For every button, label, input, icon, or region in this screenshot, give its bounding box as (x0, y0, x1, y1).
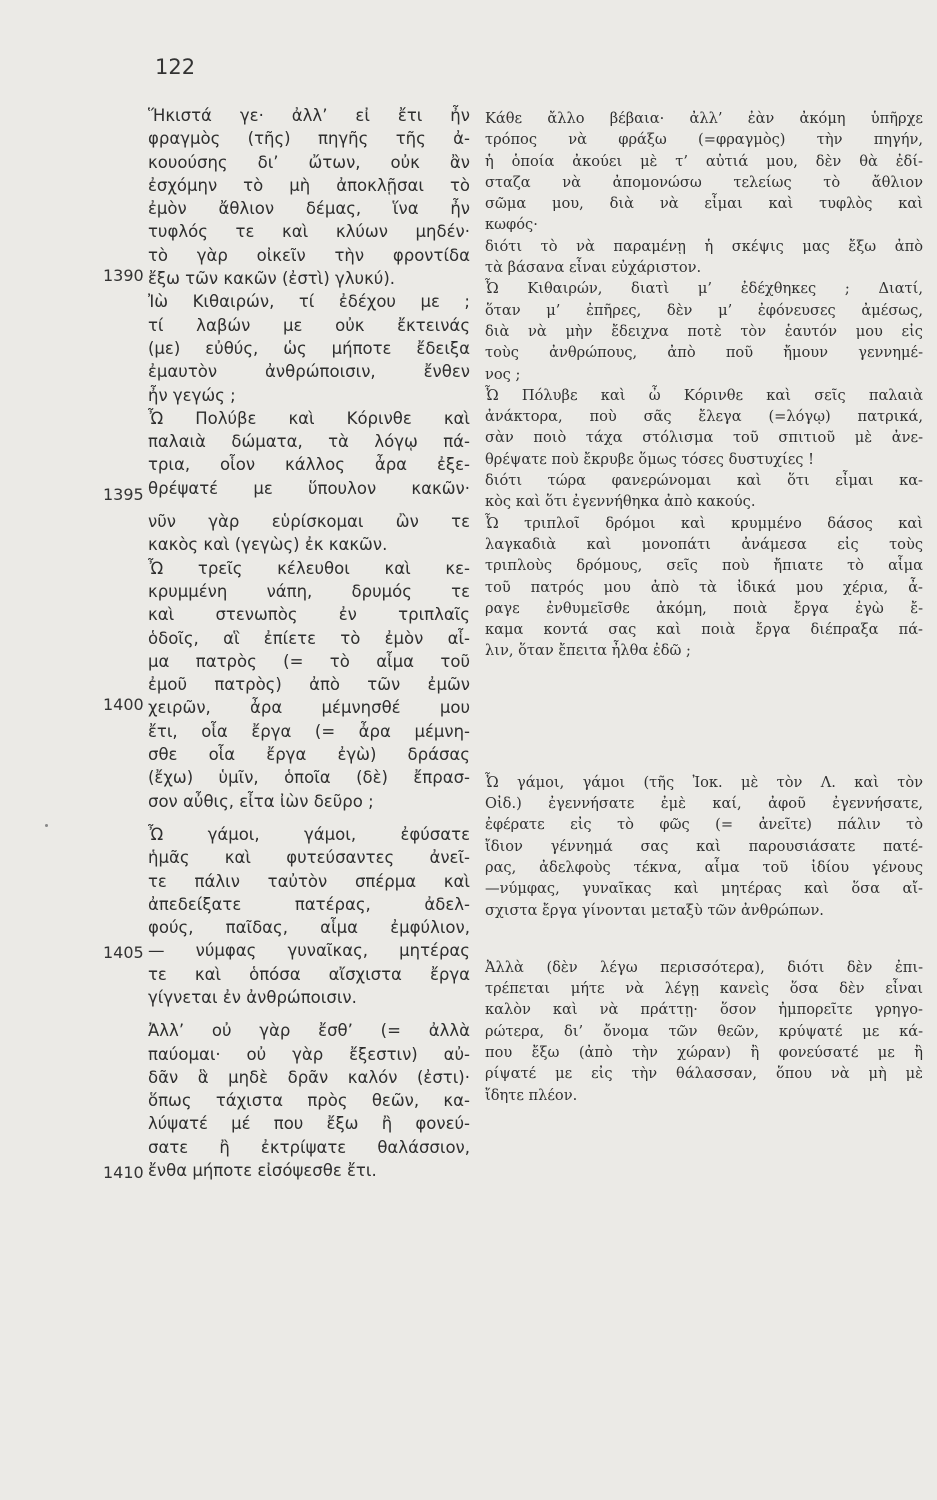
text-line: τί λαβών με οὐκ ἔκτεινάς (148, 315, 470, 335)
text-line: τὸ γὰρ οἰκεῖν τὴν φροντίδα (148, 245, 470, 265)
translation-line: ἴδητε πλέον. (485, 1086, 578, 1104)
translation-line: ἐφέρατε εἰς τὸ φῶς (= ἀνεῖτε) πάλιν τὸ (485, 816, 923, 834)
translation-line: κὸς καὶ ὅτι ἐγεννήθηκα ἀπὸ κακούς. (485, 493, 756, 511)
text-line: σατε ἢ ἐκτρίψατε θαλάσσιον, (148, 1137, 470, 1157)
text-line: ἐμαυτὸν ἀνθρώποισιν, ἔνθεν (148, 362, 470, 382)
text-line: σθε οἷα ἔργα ἐγὼ) δράσας (148, 745, 470, 765)
text-line: ἔτι, οἷα ἔργα (= ἆρα μέμνη- (148, 721, 470, 741)
translation-line: ρας, ἀδελφοὺς τέκνα, αἷμα τοῦ ἰδίου γένους (485, 858, 923, 876)
text-line: — νύμφας γυναῖκας, μητέρας (148, 941, 470, 961)
text-line: θρέψατέ με ὕπουλον κακῶν· (148, 478, 470, 498)
translation-line: τρόπος νὰ φράξω (=φραγμὸς) τὴν πηγήν, (485, 131, 923, 149)
translation-line: σχιστα ἔργα γίνονται μεταξὺ τῶν ἀνθρώπων. (485, 901, 824, 919)
translation-line: τοῦ πατρός μου ἀπὸ τὰ ἰδικά μου χέρια, ἆ- (485, 578, 923, 596)
text-line: ἔξω τῶν κακῶν (ἐστὶ) γλυκύ). (148, 269, 396, 289)
text-line: λύψατέ μέ που ἔξω ἢ φονεύ- (148, 1114, 470, 1134)
text-line: δᾶν ἃ μηδὲ δρᾶν καλόν (ἐστι)· (148, 1067, 470, 1087)
page-number: 122 (155, 55, 196, 79)
translation-line: Ὦ τριπλοῖ δρόμοι καὶ κρυμμένο δάσος καὶ (485, 514, 923, 532)
text-line: ἡμᾶς καὶ φυτεύσαντες ἀνεῖ- (148, 848, 470, 868)
text-line: νῦν γὰρ εὑρίσκομαι ὢν τε (148, 512, 470, 532)
translation-line: σταζα νὰ ἀπομονώσω τελείως τὸ ἄθλιον (485, 173, 923, 191)
translation-line: ρώτερα, δι’ ὄνομα τῶν θεῶν, κρύψατέ με κά- (485, 1022, 923, 1040)
text-line: ἦν γεγώς ; (148, 385, 236, 405)
translation-line: σὰν ποιὸ τάχα στόλισμα τοῦ σπιτιοῦ μὲ ἀνε- (485, 429, 923, 447)
translation-line: σῶμα μου, διὰ νὰ εἶμαι καὶ τυφλὸς καὶ (485, 195, 923, 213)
translation-line: —νύμφας, γυναῖκας καὶ μητέρας καὶ ὅσα αἴ- (485, 880, 923, 898)
text-line: Ὦ Πολύβε καὶ Κόρινθε καὶ (148, 408, 470, 428)
translation-line: θρέψατε ποὺ ἔκρυβε ὅμως τόσες δυστυχίες ! (485, 450, 814, 468)
text-line: ἐμὸν ἄθλιον δέμας, ἵνα ἦν (148, 199, 470, 219)
text-line: Ὦ τρεῖς κέλευθοι καὶ κε- (148, 558, 470, 578)
translation-line: ὅταν μ’ ἐπῆρες, δὲν μ’ ἐφόνευσες ἀμέσως, (485, 301, 923, 319)
text-line: μα πατρὸς (= τὸ αἷμα τοῦ (148, 651, 470, 671)
translation-line: διότι τώρα φανερώνομαι καὶ ὅτι εἶμαι κα- (485, 472, 923, 490)
text-line: Ὦ γάμοι, γάμοι, ἐφύσατε (148, 824, 470, 844)
text-line: κρυμμένη νάπη, δρυμός τε (148, 581, 470, 601)
text-line: ἐμοῦ πατρὸς) ἀπὸ τῶν ἐμῶν (148, 675, 470, 695)
translation-line: Κάθε ἄλλο βέβαια· ἀλλ’ ἐὰν ἀκόμη ὑπῆρχε (485, 110, 923, 127)
text-line: ἐσχόμην τὸ μὴ ἀποκλῇσαι τὸ (148, 175, 470, 195)
text-line: (με) εὐθύς, ὡς μήποτε ἔδειξα (148, 338, 470, 358)
text-line: χειρῶν, ἆρα μέμνησθέ μου (148, 698, 470, 718)
translation-line: ἡ ὁποία ἀκούει μὲ τ’ αὐτιά μου, δὲν θὰ ἐδί- (485, 152, 923, 170)
text-line: ἔνθα μήποτε εἰσόψεσθε ἔτι. (148, 1161, 377, 1181)
translation-line: ἴδιον γέννημά σας καὶ παρουσιάσατε πατέ- (485, 837, 923, 855)
translation-column (485, 108, 923, 1106)
line-number-1410: 1410 (103, 1163, 144, 1182)
text-line: γίγνεται ἐν ἀνθρώποισιν. (148, 987, 357, 1007)
translation-line: ρίψατέ με εἰς τὴν θάλασσαν, ὅπου νὰ μὴ μὲ (485, 1065, 923, 1083)
text-line: κακὸς καὶ (γεγὼς) ἐκ κακῶν. (148, 535, 388, 555)
translation-line: καλὸν καὶ νὰ πράττῃ· ὅσον ἠμπορεῖτε γρηγο- (485, 1001, 923, 1019)
text-line: Ἥκιστά γε· ἀλλ’ εἰ ἔτι ἦν (148, 106, 470, 125)
translation-line: τρέπεται μήτε νὰ λέγῃ κανεὶς ὅσα δὲν εἶναι (485, 980, 923, 998)
text-line: Ἀλλ’ οὐ γὰρ ἔσθ’ (= ἀλλὰ (148, 1021, 470, 1041)
original-text-column (148, 104, 470, 1182)
translation-line: λαγκαδιὰ καὶ μονοπάτι ἀνάμεσα εἰς τοὺς (485, 535, 923, 553)
translation-line: Οἰδ.) ἐγεννήσατε ἐμὲ καί, ἀφοῦ ἐγεννήσατε, (485, 795, 923, 813)
translation-line: καμα κοντά σας καὶ ποιὰ ἔργα διέπραξα πά- (485, 621, 923, 639)
translation-line: κωφός· (485, 216, 538, 234)
translation-line: λιν, ὅταν ἔπειτα ἦλθα ἐδῶ ; (485, 642, 691, 660)
translation-line: τοὺς ἀνθρώπους, ἀπὸ ποῦ ἤμουν γεννημέ- (485, 344, 923, 362)
text-line: κουούσης δι’ ὤτων, οὐκ ἂν (148, 152, 470, 172)
text-line: (ἔχω) ὑμῖν, ὁποῖα (δὲ) ἔπρασ- (148, 768, 470, 788)
text-line: τυφλός τε καὶ κλύων μηδέν· (148, 222, 470, 242)
translation-line: Ὦ Κιθαιρών, διατὶ μ’ ἐδέχθηκες ; Διατί, (485, 280, 923, 298)
translation-line: που ἔξω (ἀπὸ τὴν χώραν) ἢ φονεύσατέ με ἢ (485, 1043, 923, 1061)
translation-line: νος ; (485, 365, 521, 383)
text-line: ὅπως τάχιστα πρὸς θεῶν, κα- (148, 1091, 470, 1111)
text-line: τε πάλιν ταὐτὸν σπέρμα καὶ (148, 871, 470, 891)
translation-line: διότι τὸ νὰ παραμένῃ ἡ σκέψις μας ἔξω ἀπὸ (485, 237, 923, 255)
translation-line: ἀνάκτορα, ποὺ σᾶς ἔλεγα (=λόγῳ) πατρικά, (485, 408, 923, 426)
text-line: τρια, οἷον κάλλος ἆρα ἐξε- (148, 455, 470, 475)
translation-line: Ὦ Πόλυβε καὶ ὦ Κόρινθε καὶ σεῖς παλαιὰ (485, 386, 923, 404)
text-line: παύομαι· οὐ γὰρ ἔξεστιν) αὐ- (148, 1044, 470, 1064)
translation-line: Ἀλλὰ (δὲν λέγω περισσότερα), διότι δὲν ἐπι- (485, 958, 923, 976)
text-line: ὁδοῖς, αἳ ἐπίετε τὸ ἐμὸν αἷ- (148, 628, 470, 648)
text-line: παλαιὰ δώματα, τὰ λόγῳ πά- (148, 432, 470, 452)
text-line: φραγμὸς (τῆς) πηγῆς τῆς ἀ- (148, 129, 470, 149)
paper-speck (45, 824, 48, 827)
text-line: τε καὶ ὁπόσα αἴσχιστα ἔργα (148, 964, 470, 984)
translation-line: διὰ νὰ μὴν ἔδειχνα ποτὲ τὸν ἑαυτόν μου εἰς (485, 322, 923, 340)
translation-line: τὰ βάσανα εἶναι εὐχάριστον. (485, 259, 702, 277)
text-line: Ἰὼ Κιθαιρών, τί ἐδέχου με ; (148, 292, 470, 312)
translation-line: Ὦ γάμοι, γάμοι (τῆς Ἰοκ. μὲ τὸν Λ. καὶ τὸν (485, 773, 923, 791)
line-number-1400: 1400 (103, 695, 144, 714)
text-line: ἀπεδείξατε πατέρας, ἀδελ- (148, 894, 470, 914)
line-number-1405: 1405 (103, 943, 144, 962)
translation-line: ραγε ἐνθυμεῖσθε ἀκόμη, ποιὰ ἔργα ἐγὼ ἔ- (485, 599, 923, 617)
text-line: σον αὖθις, εἶτα ἰὼν δεῦρο ; (148, 791, 374, 811)
text-line: καὶ στενωπὸς ἐν τριπλαῖς (148, 605, 470, 625)
translation-line: τριπλοὺς δρόμους, σεῖς ποὺ ἤπιατε τὸ αἷμα (485, 557, 923, 575)
line-number-1390: 1390 (103, 266, 144, 285)
text-line: φούς, παῖδας, αἷμα ἐμφύλιον, (148, 918, 470, 938)
line-number-1395: 1395 (103, 485, 144, 504)
